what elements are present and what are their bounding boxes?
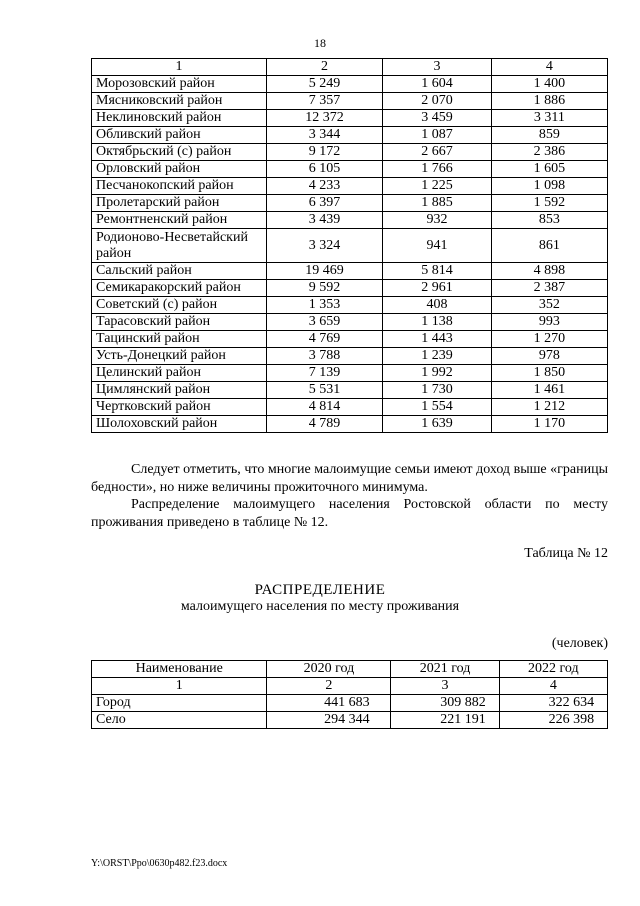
table-cell: 1 886	[491, 93, 607, 110]
table-cell: 1	[92, 59, 267, 76]
table-cell: 4 789	[266, 416, 382, 433]
table-cell: 1 098	[491, 178, 607, 195]
table-cell: 9 172	[266, 144, 382, 161]
table-cell: 5 814	[383, 263, 492, 280]
table-cell: Неклиновский район	[92, 110, 267, 127]
table-header-row	[92, 59, 608, 76]
table-cell: Наименование	[92, 661, 267, 678]
table-cell: 5 249	[266, 76, 382, 93]
table-cell: 1	[92, 678, 267, 695]
table-row	[92, 178, 608, 195]
table-cell: 1 138	[383, 314, 492, 331]
table-cell: 4 769	[266, 331, 382, 348]
paragraph-reference: Распределение малоимущего населения Ростовской области по месту проживания приведено в таблице № 12.	[91, 497, 608, 530]
table-subtitle: малоимущего населения по месту проживания	[180, 599, 460, 614]
table-row	[92, 331, 608, 348]
table-cell: 2	[266, 59, 382, 76]
table-cell: 2021 год	[391, 661, 499, 678]
table-cell: 12 372	[266, 110, 382, 127]
table-cell: 2 070	[383, 93, 492, 110]
table-cell: 2 386	[491, 144, 607, 161]
table-cell: 1 461	[491, 382, 607, 399]
table-cell: Семикаракорский район	[92, 280, 267, 297]
table-cell: 19 469	[266, 263, 382, 280]
table-cell: 1 400	[491, 76, 607, 93]
table-cell: 3 344	[266, 127, 382, 144]
table-cell: 3 324	[266, 229, 382, 263]
table-cell: 859	[491, 127, 607, 144]
table-row	[92, 280, 608, 297]
table-cell: Шолоховский район	[92, 416, 267, 433]
table-cell: Ремонтненский район	[92, 212, 267, 229]
table-cell: Чертковский район	[92, 399, 267, 416]
footer-file-path: Y:\ORST\Ppo\0630p482.f23.docx	[91, 858, 228, 869]
table-cell: 4 898	[491, 263, 607, 280]
table-cell: 3	[391, 678, 499, 695]
table-row	[92, 416, 608, 433]
table-cell: 1 170	[491, 416, 607, 433]
table-cell: 226 398	[499, 712, 607, 729]
table-cell: 2 961	[383, 280, 492, 297]
table-cell: Сальский район	[92, 263, 267, 280]
table-cell: 1 604	[383, 76, 492, 93]
table-cell: 1 730	[383, 382, 492, 399]
table-cell: 4	[491, 59, 607, 76]
table-cell: 1 992	[383, 365, 492, 382]
table-cell: 1 850	[491, 365, 607, 382]
table-cell: Цимлянский район	[92, 382, 267, 399]
district-table	[91, 58, 608, 433]
table-row	[92, 212, 608, 229]
table-cell: 352	[491, 297, 607, 314]
table-cell: 7 139	[266, 365, 382, 382]
table-row	[92, 399, 608, 416]
table-cell: 1 443	[383, 331, 492, 348]
table-cell: 3 788	[266, 348, 382, 365]
page-number: 18	[314, 36, 326, 50]
table-cell: 2	[267, 678, 391, 695]
table-row	[92, 365, 608, 382]
table-cell: Обливский район	[92, 127, 267, 144]
table-cell: Песчанокопский район	[92, 178, 267, 195]
table-row	[92, 127, 608, 144]
table-cell: 1 592	[491, 195, 607, 212]
table-cell: 1 605	[491, 161, 607, 178]
table-cell: 978	[491, 348, 607, 365]
table-cell: Мясниковский район	[92, 93, 267, 110]
table-cell: Октябрьский (с) район	[92, 144, 267, 161]
table-cell: Советский (с) район	[92, 297, 267, 314]
table-cell: 9 592	[266, 280, 382, 297]
table-cell: 2020 год	[267, 661, 391, 678]
table-cell: 1 270	[491, 331, 607, 348]
table-row	[92, 314, 608, 331]
table-cell: Родионово-Несветайский район	[92, 229, 267, 263]
table-cell: 1 639	[383, 416, 492, 433]
table-cell: 6 105	[266, 161, 382, 178]
table-row	[92, 229, 608, 263]
units-label: (человек)	[551, 636, 608, 651]
table-cell: 1 766	[383, 161, 492, 178]
table-cell: 1 239	[383, 348, 492, 365]
table-cell: Город	[92, 695, 267, 712]
table-cell: 4 233	[266, 178, 382, 195]
table-cell: Орловский район	[92, 161, 267, 178]
table-row	[92, 348, 608, 365]
table-cell: Пролетарский район	[92, 195, 267, 212]
table-cell: 2 387	[491, 280, 607, 297]
table-cell: Морозовский район	[92, 76, 267, 93]
table-cell: 1 087	[383, 127, 492, 144]
table-row	[92, 195, 608, 212]
table-cell: 861	[491, 229, 607, 263]
table-cell: 322 634	[499, 695, 607, 712]
table-cell: Тацинский район	[92, 331, 267, 348]
table-cell: Село	[92, 712, 267, 729]
table-cell: 441 683	[267, 695, 391, 712]
table-cell: 3	[383, 59, 492, 76]
table-cell: Целинский район	[92, 365, 267, 382]
table-cell: 1 212	[491, 399, 607, 416]
table-row	[92, 382, 608, 399]
table-cell: 3 659	[266, 314, 382, 331]
table-row	[92, 93, 608, 110]
table-cell: 4	[499, 678, 607, 695]
table-title: РАСПРЕДЕЛЕНИЕ	[254, 582, 386, 598]
table-row	[92, 161, 608, 178]
table-row	[92, 144, 608, 161]
table-cell: 3 311	[491, 110, 607, 127]
table-cell: 1 353	[266, 297, 382, 314]
table-cell: 5 531	[266, 382, 382, 399]
table-cell: 1 225	[383, 178, 492, 195]
table-cell: 294 344	[267, 712, 391, 729]
table-row	[92, 263, 608, 280]
table-cell: 3 459	[383, 110, 492, 127]
table-row	[92, 712, 608, 729]
table-row	[92, 76, 608, 93]
table-number-label: Таблица № 12	[524, 546, 608, 561]
table-cell: Тарасовский район	[92, 314, 267, 331]
table-header-row	[92, 661, 608, 678]
table-cell: 7 357	[266, 93, 382, 110]
table-cell: 1 554	[383, 399, 492, 416]
table-numbering-row	[92, 678, 608, 695]
table-cell: 408	[383, 297, 492, 314]
table-cell: 2022 год	[499, 661, 607, 678]
table-cell: 221 191	[391, 712, 499, 729]
table-row	[92, 297, 608, 314]
table-cell: 4 814	[266, 399, 382, 416]
table-cell: 2 667	[383, 144, 492, 161]
table-cell: 3 439	[266, 212, 382, 229]
table-row	[92, 695, 608, 712]
table-row	[92, 110, 608, 127]
table-cell: 6 397	[266, 195, 382, 212]
table-cell: 941	[383, 229, 492, 263]
table-cell: Усть-Донецкий район	[92, 348, 267, 365]
residence-table	[91, 660, 608, 729]
table-cell: 993	[491, 314, 607, 331]
table-cell: 853	[491, 212, 607, 229]
table-cell: 1 885	[383, 195, 492, 212]
paragraph-note: Следует отметить, что многие малоимущие семьи имеют доход выше «границы бедности», но ниже величины прожиточного минимума.	[91, 462, 608, 495]
table-cell: 932	[383, 212, 492, 229]
table-cell: 309 882	[391, 695, 499, 712]
